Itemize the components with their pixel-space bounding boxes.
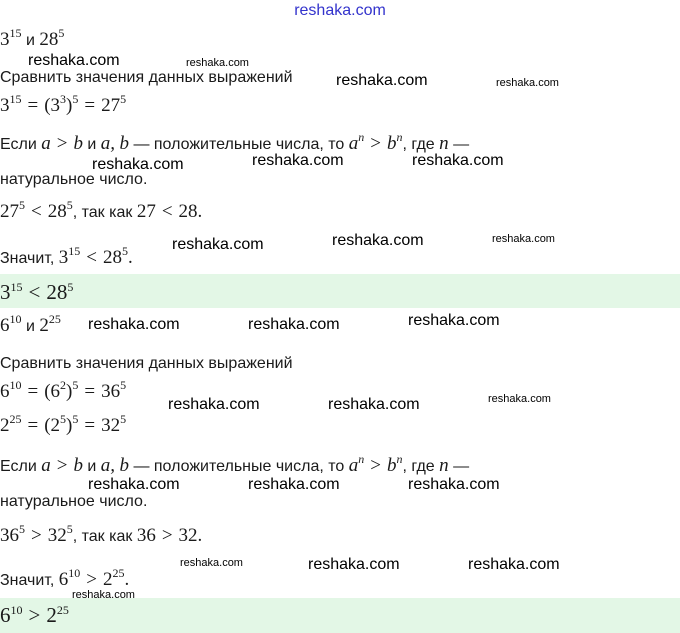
part2-answer-box bbox=[0, 598, 680, 633]
part1-rule-line2: натуральное число. bbox=[0, 171, 148, 188]
watermark: reshaka.com bbox=[186, 57, 249, 69]
math: $3^{15}$ bbox=[0, 26, 22, 50]
part1-equation bbox=[0, 92, 127, 117]
part1-compare-text: Сравнить значения данных выражений bbox=[0, 69, 293, 86]
watermark: reshaka.com bbox=[248, 476, 340, 493]
watermark: reshaka.com bbox=[72, 589, 135, 601]
watermark: reshaka.com bbox=[332, 232, 424, 249]
part2-compare-text: Сравнить значения данных выражений bbox=[0, 355, 293, 372]
watermark: reshaka.com bbox=[88, 316, 180, 333]
watermark: reshaka.com bbox=[408, 312, 500, 329]
watermark: reshaka.com bbox=[412, 152, 504, 169]
watermark: reshaka.com bbox=[328, 396, 420, 413]
math: $28^5$ bbox=[39, 26, 65, 50]
part2-answer: $6^{10} > 2^{25}$ bbox=[0, 603, 69, 627]
watermark: reshaka.com bbox=[252, 152, 344, 169]
watermark: reshaka.com bbox=[172, 236, 264, 253]
math: $3^{15} = (3^3)^5 = 27^5$ bbox=[0, 92, 127, 116]
part1-answer-box bbox=[0, 274, 680, 308]
watermark: reshaka.com bbox=[488, 393, 551, 405]
site-header[interactable]: reshaka.com bbox=[294, 2, 386, 19]
part2-conclusion: Значит, $6^{10} > 2^{25}$. bbox=[0, 566, 130, 590]
watermark: reshaka.com bbox=[408, 476, 500, 493]
part2-rule: Если a > b и a, b — положительные числа, то $a^n > b^n$, где n — bbox=[0, 452, 470, 476]
watermark: reshaka.com bbox=[492, 233, 555, 245]
part2-equation-1: $6^{10} = (6^2)^5 = 36^5$ bbox=[0, 378, 127, 402]
watermark: reshaka.com bbox=[468, 556, 560, 573]
part1-comparison: $27^5 < 28^5$, так как 27 < 28. bbox=[0, 198, 203, 222]
watermark: reshaka.com bbox=[180, 557, 243, 569]
watermark: reshaka.com bbox=[308, 556, 400, 573]
watermark: reshaka.com bbox=[92, 156, 184, 173]
part1-conclusion: Значит, $3^{15} < 28^5$. bbox=[0, 244, 133, 268]
watermark: reshaka.com bbox=[496, 77, 559, 89]
watermark: reshaka.com bbox=[248, 316, 340, 333]
watermark: reshaka.com bbox=[88, 476, 180, 493]
part2-equation-2: $2^{25} = (2^5)^5 = 32^5$ bbox=[0, 412, 127, 436]
watermark: reshaka.com bbox=[168, 396, 260, 413]
part1-rule: Если a > b и a, b — положительные числа, то $a^n > b^n$, где n — bbox=[0, 130, 470, 154]
part1-heading bbox=[0, 26, 65, 51]
part2-heading: $6^{10}$ и $2^{25}$ bbox=[0, 312, 61, 336]
part1-answer: $3^{15} < 28^5$ bbox=[0, 280, 74, 304]
part2-comparison: $36^5 > 32^5$, так как 36 > 32. bbox=[0, 522, 203, 546]
conj: и bbox=[25, 32, 35, 49]
watermark: reshaka.com bbox=[336, 72, 428, 89]
watermark: reshaka.com bbox=[28, 52, 120, 69]
part2-rule-line2: натуральное число. bbox=[0, 493, 148, 510]
